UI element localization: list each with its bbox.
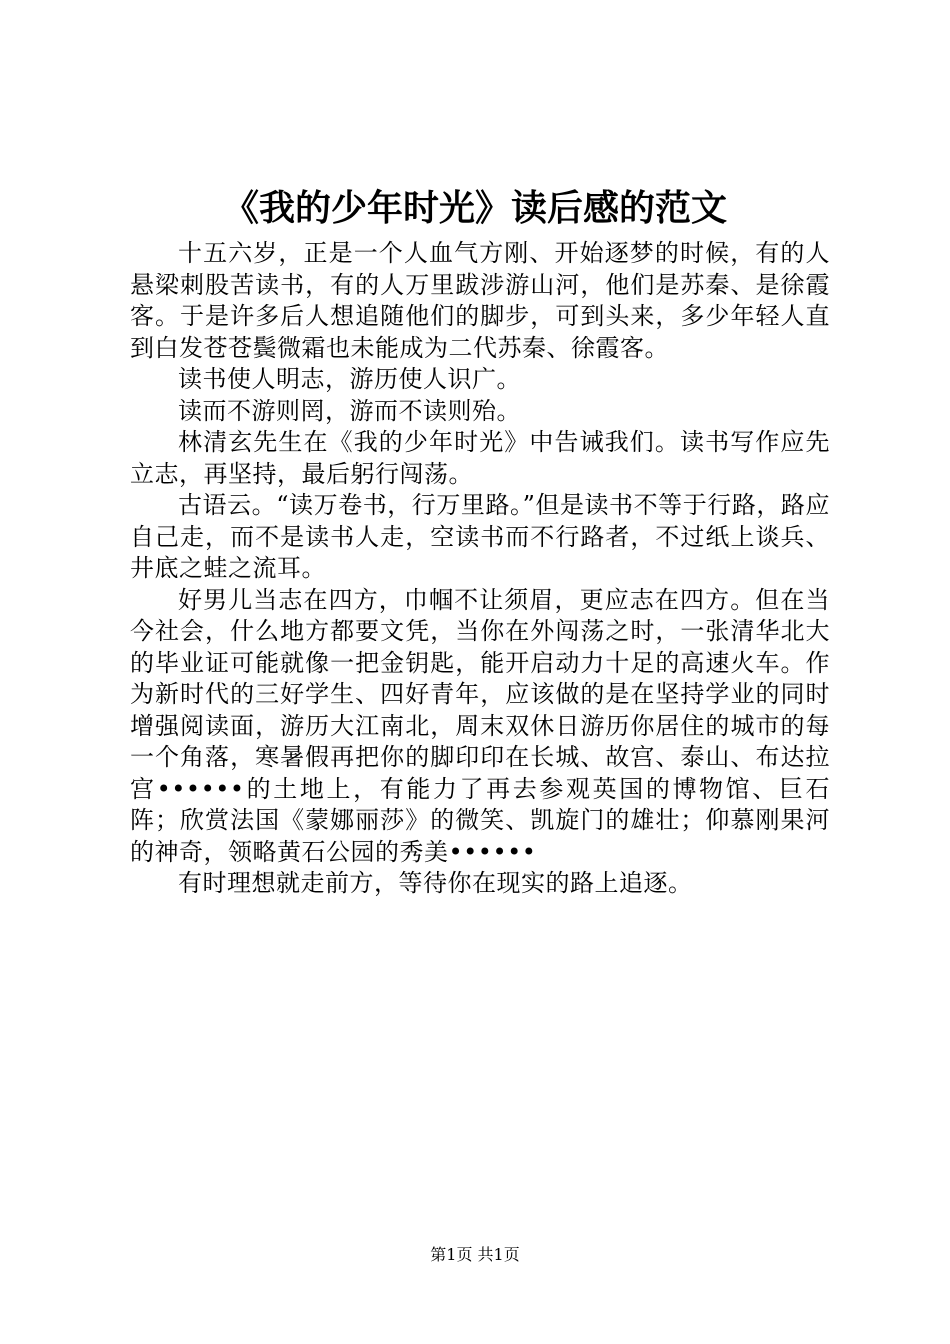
document-body: [130, 238, 830, 900]
paragraph-6: 好男儿当志在四方，巾帼不让须眉，更应志在四方。但在当今社会，什么地方都要文凭，当你在外闯荡之时，一张清华北大的毕业证可能就像一把金钥匙，能开启动力十足的高速火车。作为新时代的三好学生、四好青年，应该做的是在坚持学业的同时增强阅读面，游历大江南北，周末双休日游历你居住的城市的每一个角落，寒暑假再把你的脚印印在长城、故宫、泰山、布达拉宫••••••的土地上，有能力了再去参观英国的博物馆、巨石阵；欣赏法国《蒙娜丽莎》的微笑、凯旋门的雄壮；仰慕刚果河的神奇，领略黄石公园的秀美••••••: [130, 585, 830, 866]
paragraph-1: 十五六岁，正是一个人血气方刚、开始逐梦的时候，有的人悬梁刺股苦读书，有的人万里跋涉游山河，他们是苏秦、是徐霞客。于是许多后人想追随他们的脚步，可到头来，多少年轻人直到白发苍苍鬓微霜也未能成为二代苏秦、徐霞客。: [130, 239, 830, 362]
paragraph-2: 读书使人明志，游历使人识广。: [178, 365, 521, 393]
document-title: 《我的少年时光》读后感的范文: [222, 187, 727, 229]
paragraph-3: 读而不游则罔，游而不读则殆。: [178, 396, 521, 425]
paragraph-4: 林清玄先生在《我的少年时光》中告诫我们。读书写作应先立志，再坚持，最后躬行闯荡。: [130, 428, 830, 488]
page-number-footer: 第1页 共1页: [430, 1245, 520, 1264]
paragraph-5: 古语云。“读万卷书，行万里路。”但是读书不等于行路，路应自己走，而不是读书人走，空读书而不行路者，不过纸上谈兵、井底之蛙之流耳。: [130, 491, 830, 582]
paragraph-7: 有时理想就走前方，等待你在现实的路上追逐。: [178, 869, 693, 897]
